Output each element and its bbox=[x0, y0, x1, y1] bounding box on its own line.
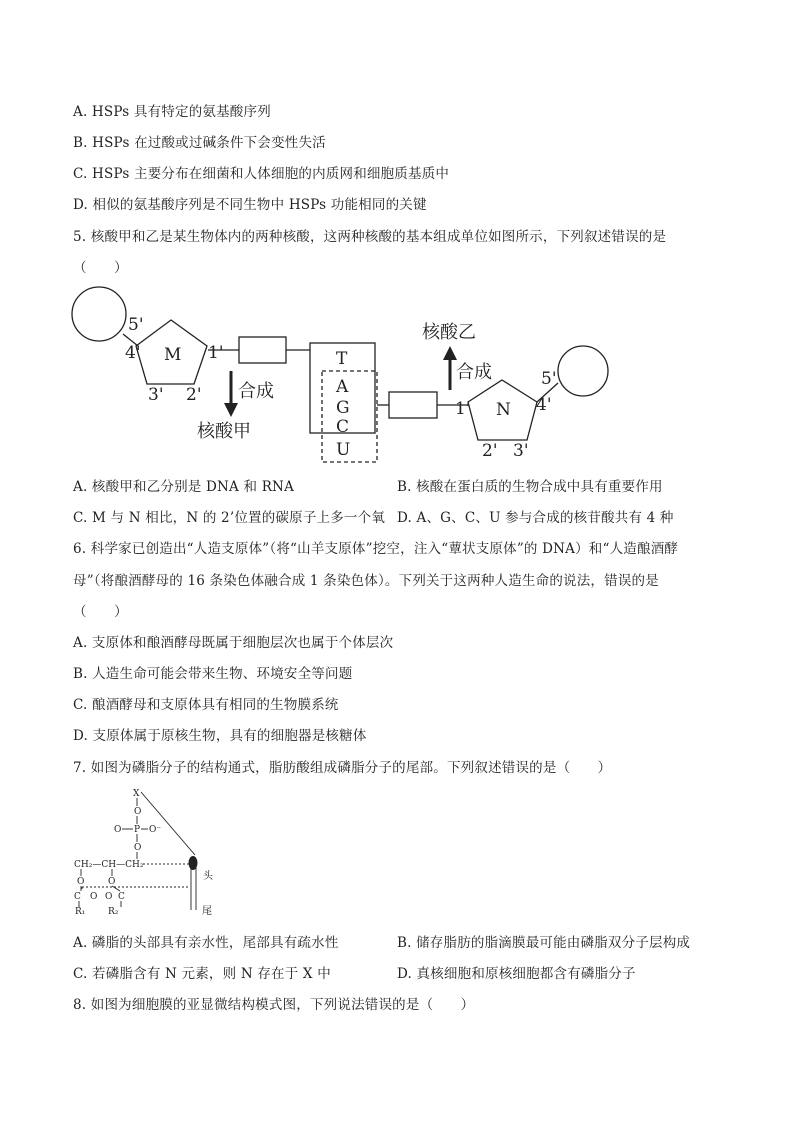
right-base-box bbox=[389, 392, 437, 418]
label-r2: R₂ bbox=[108, 907, 119, 917]
label-chain: CH₂—CH—CH₂ bbox=[74, 860, 144, 870]
label-4prime-left: 4' bbox=[125, 343, 141, 363]
base-t: T bbox=[336, 349, 348, 369]
base-a: A bbox=[336, 377, 349, 397]
label-o-mid: O bbox=[134, 843, 142, 853]
q4-option-d: D. 相似的氨基酸序列是不同生物中 HSPs 功能相同的关键 bbox=[73, 197, 427, 213]
q6-stem-line2: 母”（将酿酒酵母的 16 条染色体融合成 1 条染色体）。下列关于这两种人造生命的说法，错误的是 bbox=[73, 573, 659, 589]
label-5prime-right: 5' bbox=[541, 369, 557, 389]
q6-option-a: A. 支原体和酿酒酵母既属于细胞层次也属于个体层次 bbox=[73, 635, 394, 651]
left-base-box bbox=[239, 337, 286, 363]
q5-option-b: B. 核酸在蛋白质的生物合成中具有重要作用 bbox=[397, 479, 663, 495]
q6-option-b: B. 人造生命可能会带来生物、环境安全等问题 bbox=[73, 666, 353, 682]
q5-stem: 5. 核酸甲和乙是某生物体内的两种核酸，这两种核酸的基本组成单位如图所示，下列叙述错误的是 bbox=[73, 229, 667, 245]
label-2prime-right: 2' bbox=[482, 441, 498, 461]
label-o-c1: O bbox=[90, 892, 98, 902]
q7-phospholipid-figure bbox=[0, 780, 794, 930]
label-5prime-left: 5' bbox=[128, 315, 144, 335]
left-phosphate-circle bbox=[72, 287, 126, 341]
q7-option-c: C. 若磷脂含有 N 元素，则 N 存在于 X 中 bbox=[73, 966, 331, 982]
synth-label-right: 合成 bbox=[456, 362, 492, 383]
q4-option-a: A. HSPs 具有特定的氨基酸序列 bbox=[73, 104, 271, 120]
label-c-2: C bbox=[118, 892, 125, 902]
label-o-l: O bbox=[77, 877, 85, 887]
label-tail: 尾 bbox=[202, 906, 212, 917]
label-o-r: O bbox=[108, 877, 116, 887]
label-c-1: C bbox=[74, 892, 81, 902]
sugar-n-label: N bbox=[496, 400, 511, 420]
q5-option-d: D. A、G、C、U 参与合成的核苷酸共有 4 种 bbox=[397, 510, 674, 526]
q4-option-c: C. HSPs 主要分布在细菌和人体细胞的内质网和细胞质基质中 bbox=[73, 166, 450, 182]
arrow-up-icon bbox=[443, 346, 457, 360]
label-1prime-right: 1' bbox=[455, 399, 471, 419]
label-o-left: O bbox=[114, 825, 122, 835]
product-a-label: 核酸甲 bbox=[197, 421, 251, 442]
base-u: U bbox=[336, 440, 351, 460]
label-head: 头 bbox=[203, 871, 213, 882]
label-4prime-right: 4' bbox=[536, 395, 552, 415]
q7-option-b: B. 储存脂肪的脂滴膜最可能由磷脂双分子层构成 bbox=[397, 935, 691, 951]
label-o-minus: O⁻ bbox=[149, 825, 162, 835]
q6-blank: （ ） bbox=[73, 604, 128, 620]
label-p: P bbox=[134, 825, 141, 835]
right-phosphate-circle bbox=[558, 346, 608, 396]
q7-stem: 7. 如图为磷脂分子的结构通式，脂肪酸组成磷脂分子的尾部。下列叙述错误的是（ ） bbox=[73, 760, 612, 776]
phospholipid-head-icon bbox=[189, 856, 198, 870]
synth-label-left: 合成 bbox=[238, 381, 274, 402]
label-o-top: O bbox=[134, 807, 142, 817]
label-r1: R₁ bbox=[75, 907, 86, 917]
q7-option-d: D. 真核细胞和原核细胞都含有磷脂分子 bbox=[397, 966, 636, 982]
q8-stem: 8. 如图为细胞膜的亚显微结构模式图，下列说法错误的是（ ） bbox=[73, 997, 475, 1013]
q6-option-c: C. 酿酒酵母和支原体具有相同的生物膜系统 bbox=[73, 697, 339, 713]
q5-nucleotide-figure bbox=[0, 0, 794, 480]
q7-option-a: A. 磷脂的头部具有亲水性，尾部具有疏水性 bbox=[73, 935, 339, 951]
label-2prime-left: 2' bbox=[186, 385, 202, 405]
sugar-m-label: M bbox=[164, 345, 182, 365]
q5-option-a: A. 核酸甲和乙分别是 DNA 和 RNA bbox=[73, 479, 295, 495]
label-x: X bbox=[133, 789, 140, 799]
label-1prime-left: 1' bbox=[208, 343, 224, 363]
arrow-down-icon bbox=[224, 403, 238, 417]
product-b-label: 核酸乙 bbox=[422, 322, 476, 343]
q6-stem-line1: 6. 科学家已创造出“人造支原体”（将“山羊支原体”挖空，注入“蕈状支原体”的 DNA）和“人造酿酒酵 bbox=[73, 541, 679, 557]
label-3prime-left: 3' bbox=[148, 385, 164, 405]
label-3prime-right: 3' bbox=[513, 441, 529, 461]
q6-option-d: D. 支原体属于原核生物，具有的细胞器是核糖体 bbox=[73, 728, 367, 744]
base-g: G bbox=[336, 398, 350, 418]
label-o-c2: O bbox=[105, 892, 113, 902]
q5-option-c: C. M 与 N 相比，N 的 2’位置的碳原子上多一个氧 bbox=[73, 510, 386, 526]
q5-blank: （ ） bbox=[73, 260, 128, 276]
q4-option-b: B. HSPs 在过酸或过碱条件下会变性失活 bbox=[73, 135, 326, 151]
base-c: C bbox=[336, 417, 350, 437]
